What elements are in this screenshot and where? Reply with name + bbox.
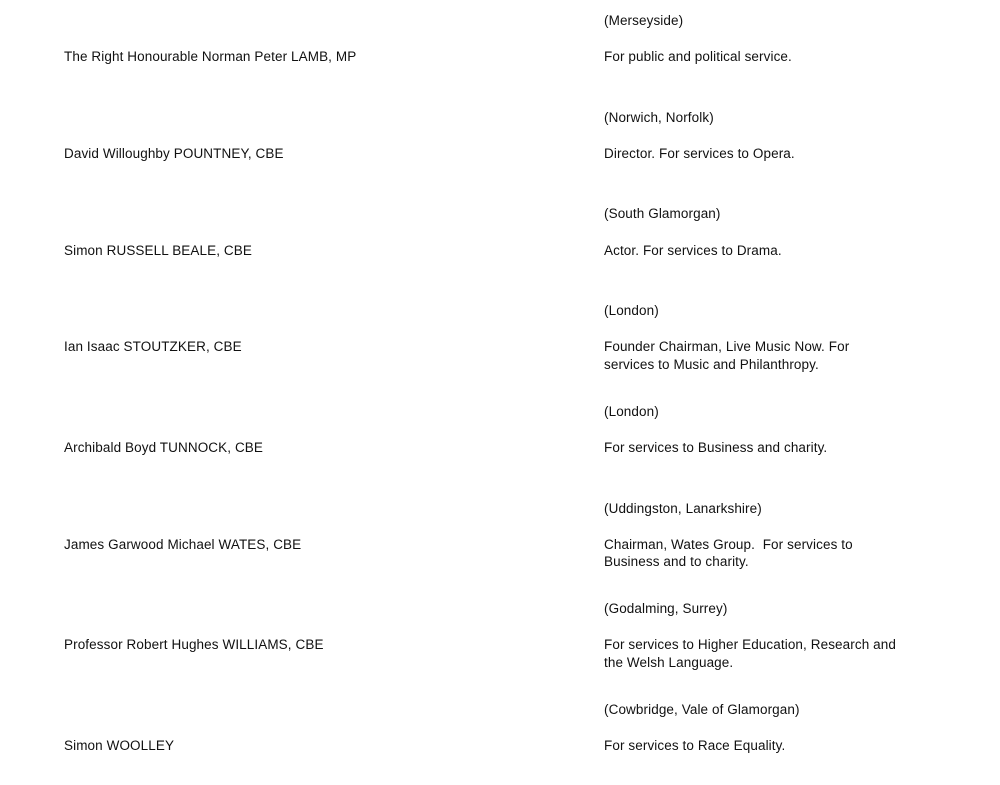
citation-line: Business and to charity. <box>604 554 749 569</box>
honouree-name: James Garwood Michael WATES, CBE <box>64 537 302 552</box>
location-text: (Godalming, Surrey) <box>604 601 728 616</box>
location-text: (London) <box>604 303 659 318</box>
citation-text: Actor. For services to Drama. <box>604 243 782 258</box>
honouree-name: Simon WOOLLEY <box>64 738 175 753</box>
citation-line: the Welsh Language. <box>604 655 734 670</box>
location-text: (Uddingston, Lanarkshire) <box>604 501 762 516</box>
citation-line: services to Music and Philanthropy. <box>604 357 819 372</box>
citation-line: Founder Chairman, Live Music Now. For <box>604 339 850 354</box>
location-text: (Merseyside) <box>604 13 684 28</box>
citation-line: For services to Higher Education, Research and <box>604 637 896 652</box>
location-text: (Cowbridge, Vale of Glamorgan) <box>604 702 800 717</box>
honouree-name: Professor Robert Hughes WILLIAMS, CBE <box>64 637 324 652</box>
location-text: (Norwich, Norfolk) <box>604 110 714 125</box>
honouree-name: Archibald Boyd TUNNOCK, CBE <box>64 440 264 455</box>
location-text: (South Glamorgan) <box>604 206 721 221</box>
honouree-name: The Right Honourable Norman Peter LAMB, MP <box>64 49 357 64</box>
citation-text: For services to Race Equality. <box>604 738 786 753</box>
honouree-name: Ian Isaac STOUTZKER, CBE <box>64 339 242 354</box>
honouree-name: Simon RUSSELL BEALE, CBE <box>64 243 252 258</box>
honouree-name: David Willoughby POUNTNEY, CBE <box>64 146 284 161</box>
citation-text: For services to Business and charity. <box>604 440 828 455</box>
citation-text: For public and political service. <box>604 49 792 64</box>
citation-text: Director. For services to Opera. <box>604 146 795 161</box>
citation-line: Chairman, Wates Group. For services to <box>604 537 853 552</box>
location-text: (London) <box>604 404 659 419</box>
